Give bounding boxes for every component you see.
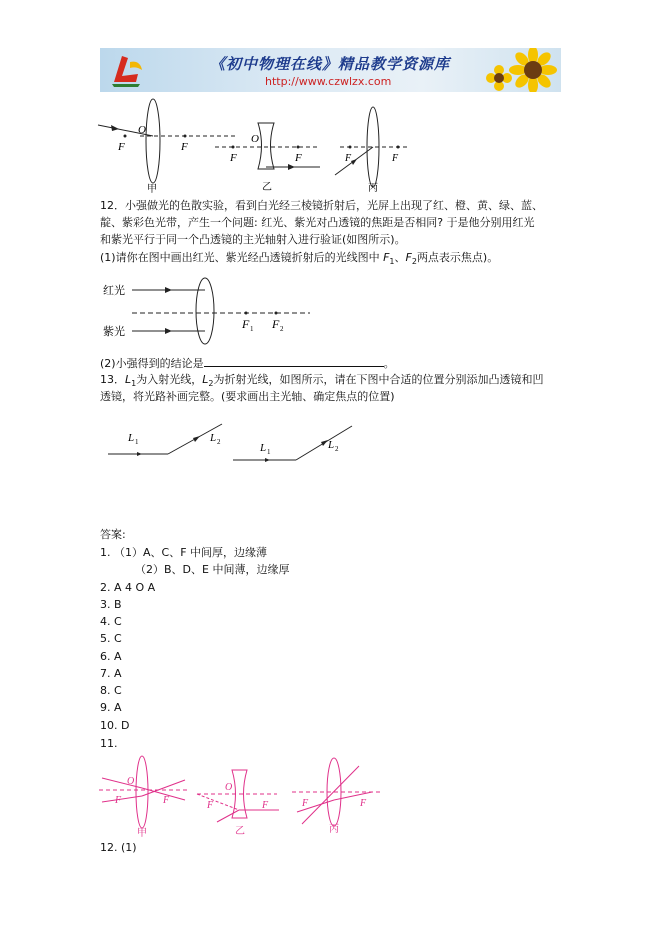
svg-text:1: 1 xyxy=(250,325,254,333)
label-f: F xyxy=(118,141,125,153)
q12-part-2: (2)小强得到的结论是 。 xyxy=(100,357,395,370)
answers-heading: 答案: xyxy=(100,528,126,541)
svg-text:O: O xyxy=(127,776,135,787)
answer-diagram-jia xyxy=(99,756,187,837)
answer-6: 6. A xyxy=(100,650,122,663)
q13-line-2: 透镜，将光路补画完整。(要求画出主光轴、确定焦点的位置) xyxy=(100,390,395,403)
q12-part-1: (1)请你在图中画出红光、紫光经凸透镜折射后的光线图中 $F_1$、$F_2$两点表示焦点)。 xyxy=(100,251,499,267)
svg-text:甲: 甲 xyxy=(137,828,147,837)
svg-text:F: F xyxy=(207,800,214,811)
header-banner xyxy=(100,48,561,92)
svg-text:2: 2 xyxy=(217,438,221,446)
svg-text:L: L xyxy=(260,442,267,454)
answer-3: 3. B xyxy=(100,598,122,611)
answer-8: 8. C xyxy=(100,684,122,697)
svg-text:乙: 乙 xyxy=(235,826,245,837)
label-f: F xyxy=(345,153,352,164)
answer-1-2: （2）B、D、E 中间薄，边缘厚 xyxy=(135,563,290,576)
svg-text:2: 2 xyxy=(280,325,284,333)
red-light-label: 红光 xyxy=(103,284,125,297)
f1-label: F xyxy=(242,317,250,331)
answer-9: 9. A xyxy=(100,701,122,714)
svg-text:L: L xyxy=(210,432,217,444)
lens-diagrams-figure xyxy=(95,95,425,195)
ray-diagram-right xyxy=(233,426,352,462)
svg-text:1: 1 xyxy=(135,438,139,446)
diagram-jia xyxy=(98,99,235,195)
svg-text:丙: 丙 xyxy=(329,824,339,835)
label-f: F xyxy=(181,141,188,153)
answer-2: 2. A 4 O A xyxy=(100,581,156,594)
svg-text:F: F xyxy=(360,798,367,809)
banner-title: 《初中物理在线》精品教学资源库 xyxy=(210,55,451,73)
svg-text:L: L xyxy=(128,432,135,444)
q13-ray-figure xyxy=(100,418,360,468)
answer-1-1: 1. （1）A、C、F 中间厚，边缘薄 xyxy=(100,546,268,559)
caption-yi: 乙 xyxy=(262,182,272,193)
label-f: F xyxy=(295,152,302,164)
answer-10: 10. D xyxy=(100,719,130,732)
answer-blank[interactable] xyxy=(204,355,384,367)
label-o: O xyxy=(251,133,259,145)
answer-11-figure xyxy=(97,752,387,837)
answer-12: 12. (1) xyxy=(100,841,137,854)
diagram-yi xyxy=(215,123,320,193)
answer-diagram-yi xyxy=(197,770,279,837)
q12-line-2: 靛、紫彩色光带，产生一个问题: 红光、紫光对凸透镜的焦距是否相同? 于是他分别用红光 xyxy=(100,216,535,229)
purple-light-label: 紫光 xyxy=(103,325,125,338)
banner-url[interactable]: http://www.czwlzx.com xyxy=(265,75,392,88)
q13-line-1: 13．$L_1$为入射光线，$L_2$为折射光线，如图所示，请在下图中合适的位置分别添加凸透镜和凹 xyxy=(100,373,544,389)
q12-line-1: 12．小强做光的色散实验，看到白光经三棱镜折射后，光屏上出现了红、橙、黄、绿、蓝、 xyxy=(100,199,543,212)
svg-text:2: 2 xyxy=(335,445,339,453)
q12-line-3: 和紫光平行于同一个凸透镜的主光轴射入进行验证(如图所示)。 xyxy=(100,233,406,246)
diagram-bing xyxy=(335,107,410,194)
svg-text:O: O xyxy=(225,782,233,793)
svg-text:F: F xyxy=(163,795,170,806)
label-o: O xyxy=(138,124,146,136)
svg-text:F: F xyxy=(262,800,269,811)
answer-diagram-bing xyxy=(292,758,382,835)
answer-7: 7. A xyxy=(100,667,122,680)
site-logo-icon xyxy=(108,52,146,88)
svg-text:L: L xyxy=(328,439,335,451)
q12-lens-figure xyxy=(100,272,315,352)
answer-5: 5. C xyxy=(100,632,122,645)
label-f: F xyxy=(392,153,399,164)
svg-text:F: F xyxy=(115,795,122,806)
sunflower-icon xyxy=(481,48,561,92)
answer-4: 4. C xyxy=(100,615,122,628)
f2-label: F xyxy=(272,317,280,331)
answer-11: 11. xyxy=(100,737,118,750)
svg-text:1: 1 xyxy=(267,448,271,456)
svg-text:F: F xyxy=(302,798,309,809)
label-f: F xyxy=(230,152,237,164)
caption-jia: 甲 xyxy=(147,184,157,195)
caption-bing: 丙 xyxy=(368,183,378,194)
ray-diagram-left xyxy=(108,424,222,456)
